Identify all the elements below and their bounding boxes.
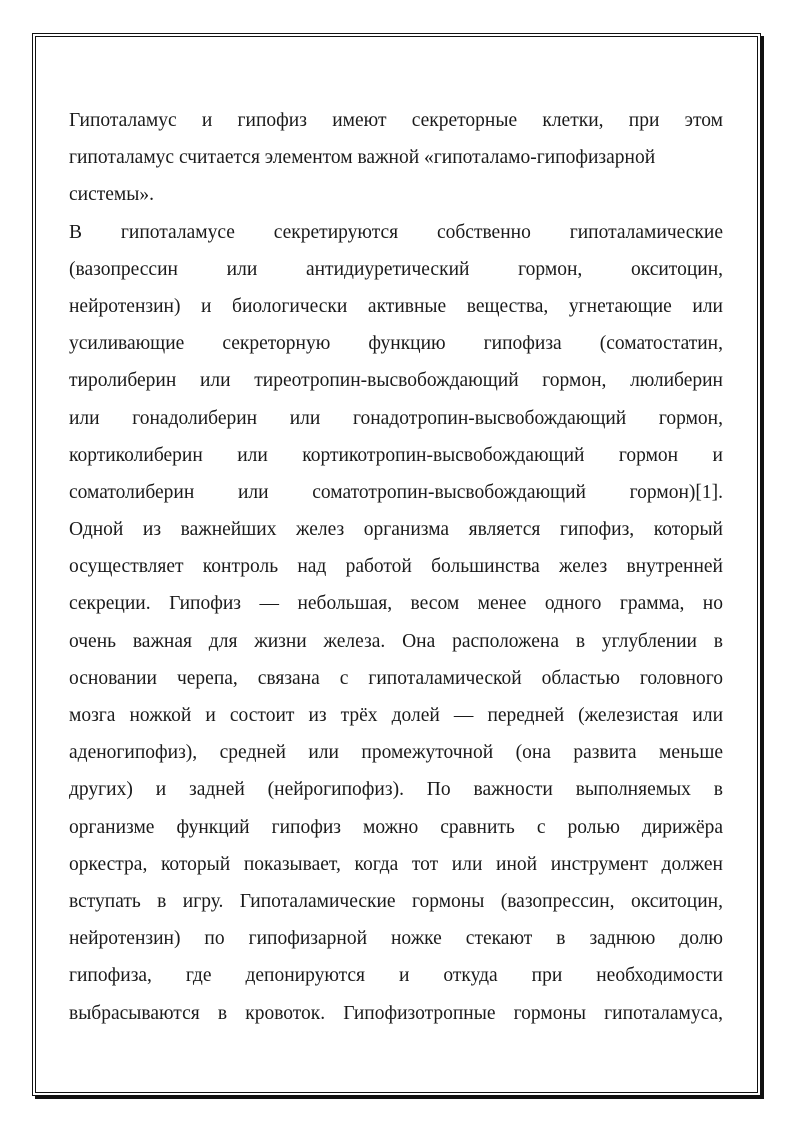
text-line: нейротензин) и биологически активные вещества, угнетающие или	[69, 295, 723, 317]
text-line: оркестра, который показывает, когда тот или иной инструмент должен	[69, 853, 723, 875]
text-line: кортиколиберин или кортикотропин-высвобождающий гормон и	[69, 444, 723, 466]
body-text	[69, 102, 723, 1032]
text-line: нейротензин) по гипофизарной ножке стекают в заднюю долю	[69, 928, 723, 950]
text-line: гипоталамус считается элементом важной «гипоталамо-гипофизарной	[69, 147, 656, 169]
text-line: очень важная для жизни железа. Она расположена в углублении в	[69, 630, 723, 652]
text-line: Гипоталамус и гипофиз имеют секреторные клетки, при этом	[69, 110, 723, 131]
text-line: (вазопрессин или антидиуретический гормон, окситоцин,	[69, 258, 723, 280]
text-line: системы».	[69, 184, 154, 206]
text-line: других) и задней (нейрогипофиз). По важности выполняемых в	[69, 779, 723, 801]
text-line: осуществляет контроль над работой большинства желез внутренней	[69, 556, 723, 578]
text-line: усиливающие секреторную функцию гипофиза (соматостатин,	[69, 333, 723, 355]
text-line: основании черепа, связана с гипоталамической областью головного	[69, 667, 723, 689]
text-line: организме функций гипофиз можно сравнить с ролью дирижёра	[69, 816, 723, 838]
text-line: соматолиберин или соматотропин-высвобождающий гормон)[1].	[69, 481, 723, 503]
text-line: Одной из важнейших желез организма является гипофиз, который	[69, 519, 723, 541]
text-line: тиролиберин или тиреотропин-высвобождающий гормон, люлиберин	[69, 370, 723, 392]
text-line: вступать в игру. Гипоталамические гормоны (вазопрессин, окситоцин,	[69, 890, 723, 912]
text-line: или гонадолиберин или гонадотропин-высвобождающий гормон,	[69, 407, 723, 429]
text-line: В гипоталамусе секретируются собственно гипоталамические	[69, 221, 723, 243]
text-line: гипофиза, где депонируются и откуда при необходимости	[69, 965, 723, 987]
text-line: выбрасываются в кровоток. Гипофизотропные гормоны гипоталамуса,	[69, 1002, 723, 1024]
text-line: мозга ножкой и состоит из трёх долей — передней (железистая или	[69, 705, 723, 726]
text-line: аденогипофиз), средней или промежуточной (она развита меньше	[69, 742, 723, 764]
text-line: секреции. Гипофиз — небольшая, весом менее одного грамма, но	[69, 593, 723, 615]
